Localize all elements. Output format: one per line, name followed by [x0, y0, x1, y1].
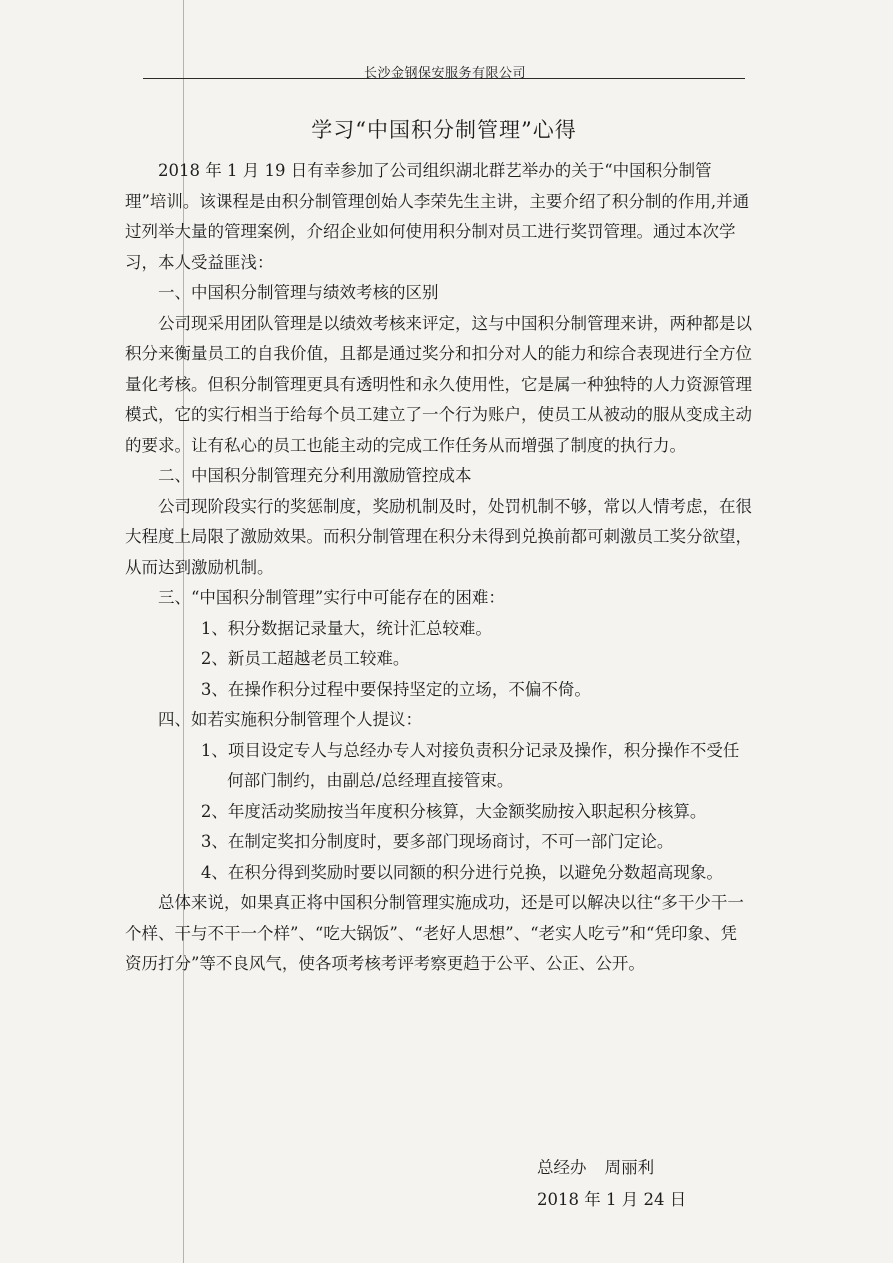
section-3-item-3: 3、在操作积分过程中要保持坚定的立场，不偏不倚。: [200, 679, 591, 699]
signature-department: 总经办: [537, 1158, 587, 1177]
conclusion-paragraph: 总体来说，如果真正将中国积分制管理实施成功，还是可以解决以往“多干少干一个样、干与不干一个样”、“吃大锅饭”、“老好人思想”、“老实人吃亏”和“凭印象、凭资历打分”等不良风气，使各项考核考评考察更趋于公平、公正、公开。: [125, 893, 744, 973]
section-2-paragraph: 公司现阶段实行的奖惩制度，奖励机制及时，处罚机制不够，常以人情考虑，在很大程度上局限了激励效果。而积分制管理在积分未得到兑换前都可刺激员工奖分欲望，从而达到激励机制。: [125, 496, 752, 577]
signature-name: 周丽利: [604, 1158, 655, 1177]
signature-date: 2018 年 1 月 24 日: [537, 1190, 687, 1209]
section-4-item-2: 2、年度活动奖励按当年度积分核算，大金额奖励按入职起积分核算。: [200, 801, 707, 821]
section-3-item-2: 2、新员工超越老员工较难。: [200, 649, 410, 668]
section-4-item-4: 4、在积分得到奖励时要以同额的积分进行兑换，以避免分数超高现象。: [200, 862, 723, 882]
document-body: [125, 156, 753, 980]
document-title: 学习“中国积分制管理”心得: [311, 118, 577, 142]
section-4-item-3: 3、在制定奖扣分制度时，要多部门现场商讨，不可一部门定论。: [200, 832, 674, 851]
header-company-name: 长沙金钢保安服务有限公司: [363, 66, 526, 81]
section-heading-3: 三、“中国积分制管理”实行中可能存在的困难：: [158, 588, 505, 607]
intro-paragraph: 2018 年 1 月 19 日有幸参加了公司组织湖北群艺举办的关于“中国积分制管理”培训。该课程是由积分制管理创始人李荣先生主讲，主要介绍了积分制的作用,并通过列举大量的管理案例，介绍企业如何使用积分制对员工进行奖罚管理。通过本次学习，本人受益匪浅：: [125, 161, 750, 272]
section-heading-2: 二、中国积分制管理充分利用激励管控成本: [158, 466, 472, 485]
section-heading-1: 一、中国积分制管理与绩效考核的区别: [158, 283, 439, 302]
section-3-item-1: 1、积分数据记录量大，统计汇总较难。: [200, 618, 492, 638]
section-1-paragraph: 公司现采用团队管理是以绩效考核来评定，这与中国积分制管理来讲，两种都是以积分来衡量员工的自我价值，且都是通过奖分和扣分对人的能力和综合表现进行全方位量化考核。但积分制管理更具有透明性和永久使用性，它是属一种独特的人力资源管理模式，它的实行相当于给每个员工建立了一个行为账户，使员工从被动的服从变成主动的要求。让有私心的员工也能主动的完成工作任务从而增强了制度的执行力。: [125, 313, 752, 455]
header-divider: [143, 78, 745, 79]
section-heading-4: 四、如若实施积分制管理个人提议：: [158, 710, 422, 729]
signature-line: [537, 1154, 654, 1178]
section-4-item-1: 1、项目设定专人与总经办专人对接负责积分记录及操作，积分操作不受任何部门制约，由副总/总经理直接管束。: [200, 740, 740, 790]
